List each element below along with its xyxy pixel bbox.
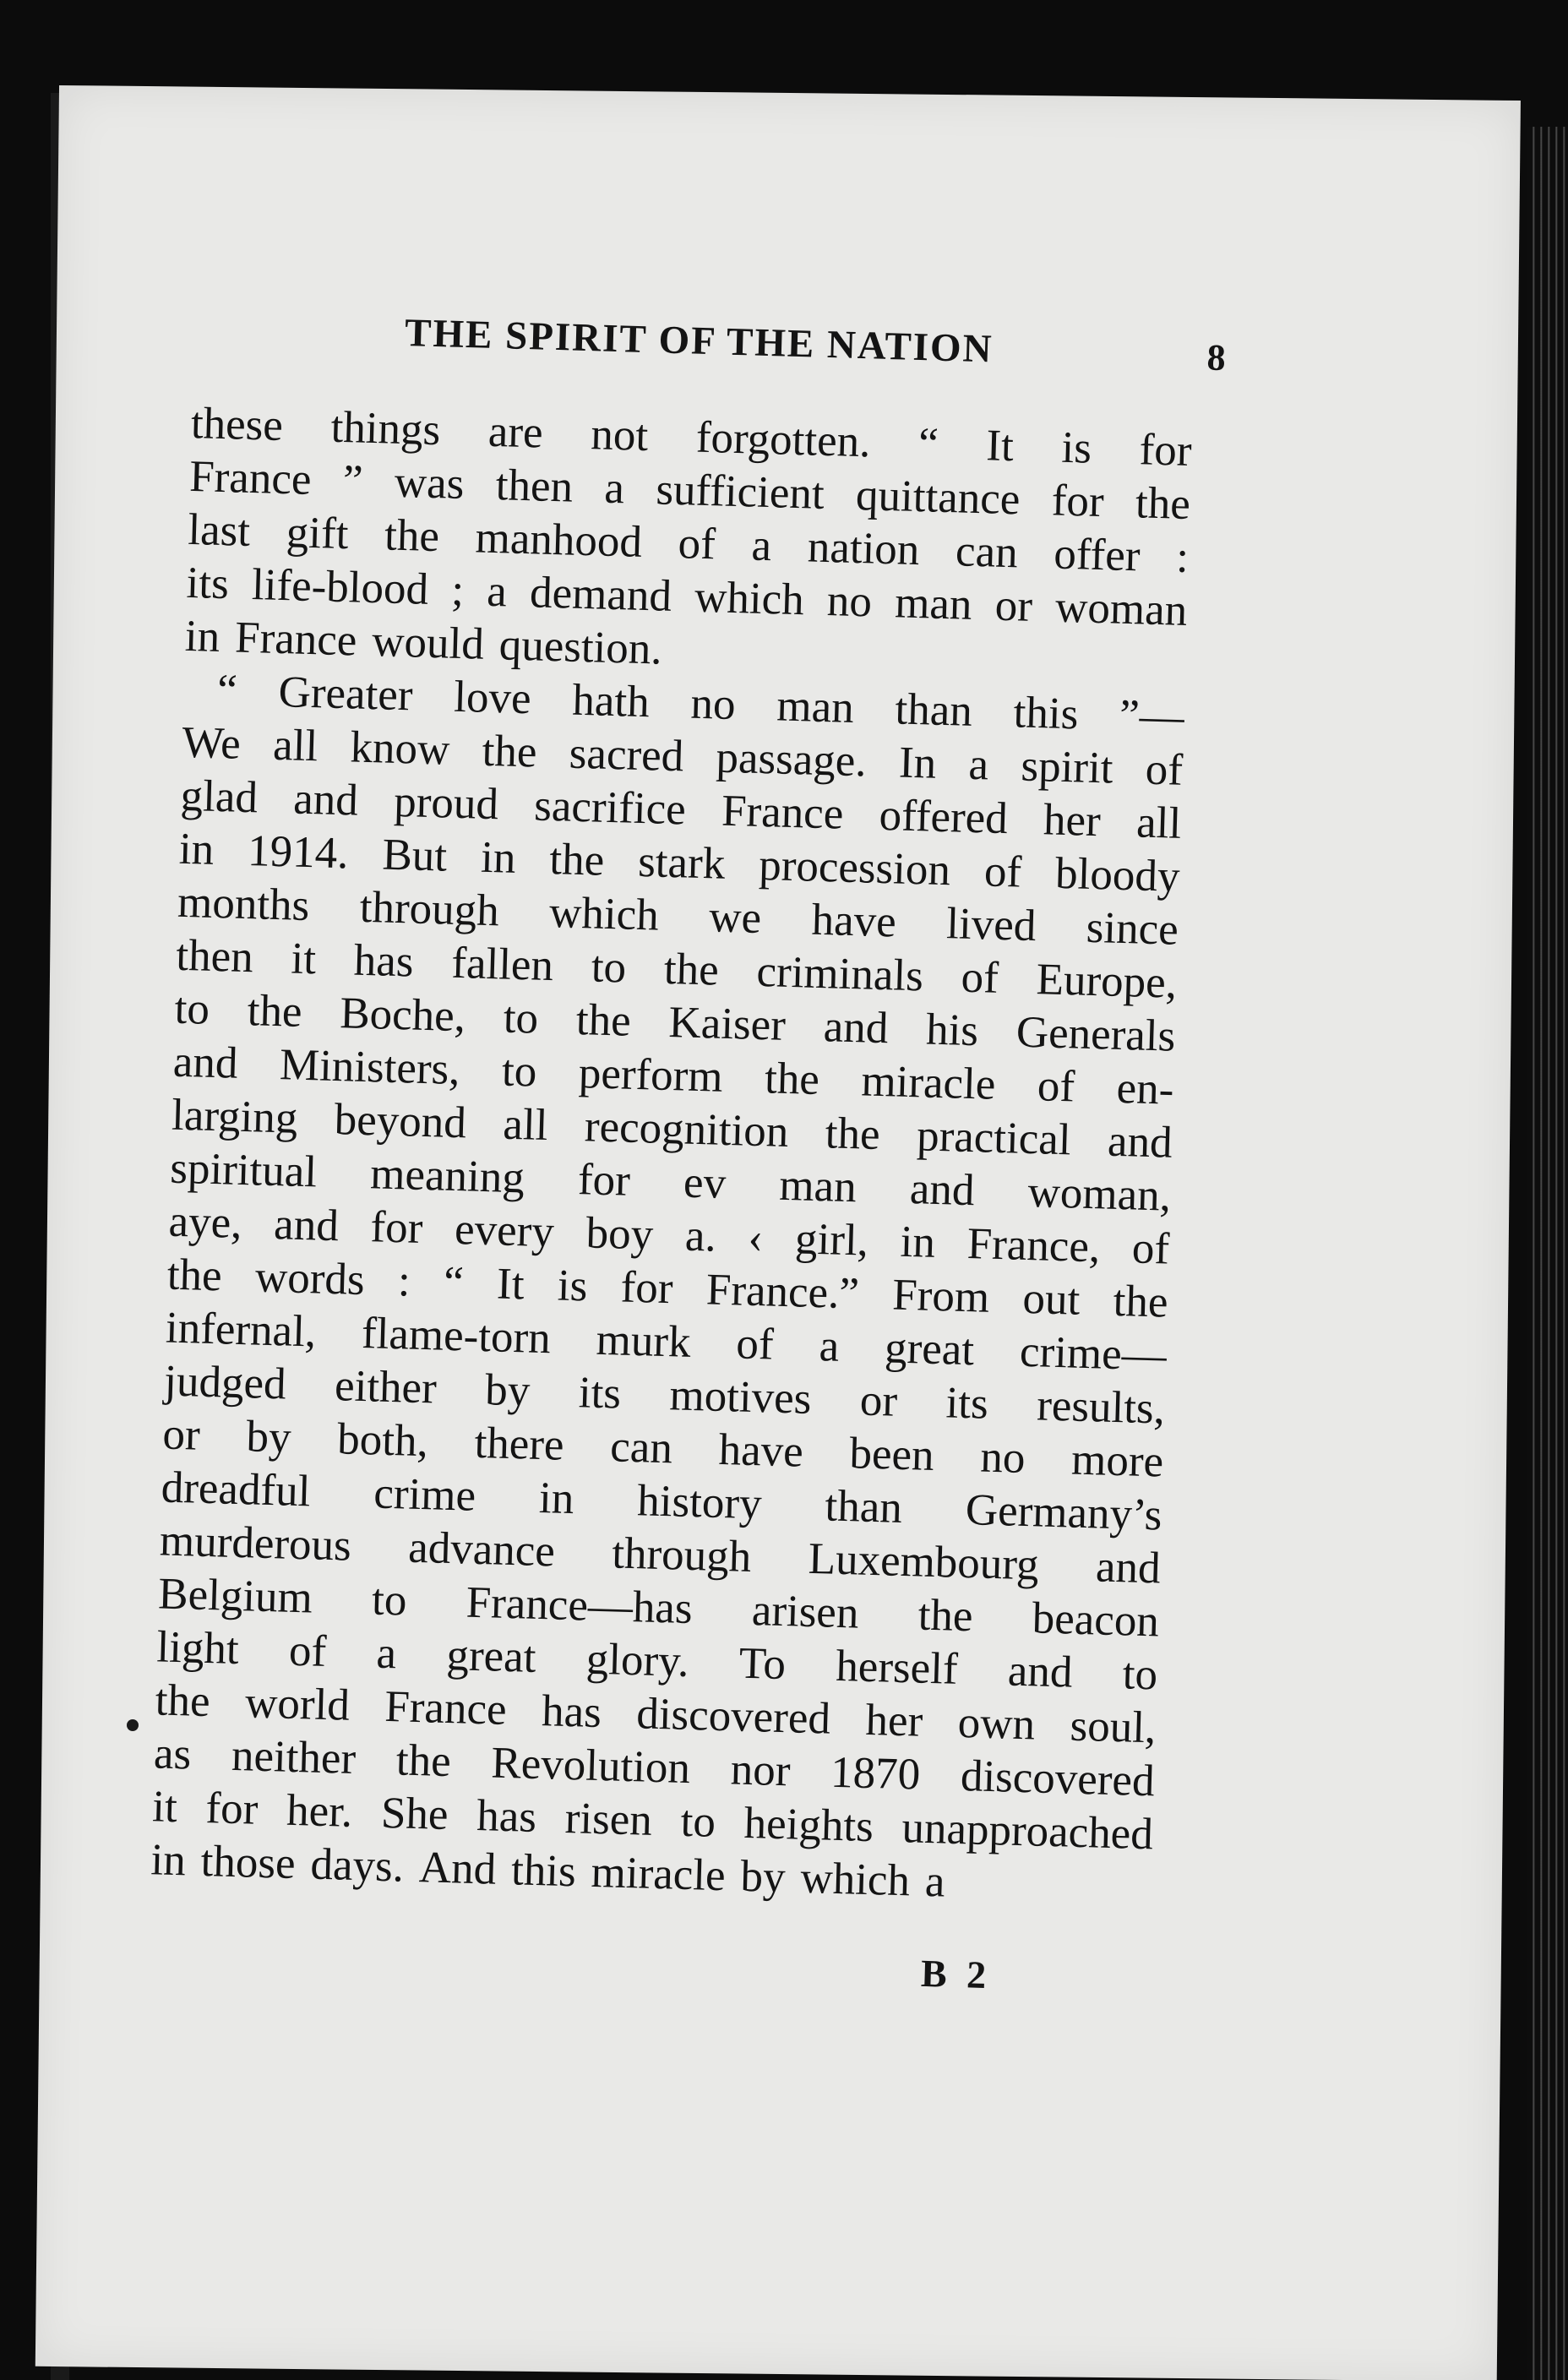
running-head: THE SPIRIT OF THE NATION	[404, 310, 994, 372]
text-line: it for her. She has risen to heights unapproached	[151, 1782, 1154, 1860]
text-line: France ” was then a sufficient quittance for the	[188, 451, 1191, 529]
page-number: 8	[1206, 336, 1227, 379]
text-line: in 1914. But in the stark procession of bloody	[178, 824, 1181, 901]
signature-mark: B 2	[920, 1951, 992, 1997]
text-line: the world France has discovered her own soul,	[155, 1675, 1157, 1753]
text-line: spiritual meaning for ev man and woman,	[169, 1143, 1172, 1221]
text-line: then it has fallen to the criminals of Europe,	[175, 930, 1178, 1008]
text-line: glad and proud sacrifice France offered her all	[179, 771, 1183, 848]
text-line: last gift the manhood of a nation can offer :	[187, 504, 1190, 582]
text-line: to the Boche, to the Kaiser and his Generals	[173, 983, 1177, 1061]
text-line: as neither the Revolution nor 1870 discovered	[153, 1729, 1156, 1806]
text-line: larging beyond all recognition the practical and	[171, 1090, 1173, 1168]
page-stack-edge	[1527, 127, 1568, 2380]
text-line: Belgium to France—has arisen the beacon	[157, 1569, 1160, 1647]
text-line: the words : “ It is for France.” From out the	[166, 1250, 1169, 1327]
margin-dot	[127, 1719, 139, 1731]
text-line: its life-blood ; a demand which no man or woman	[185, 558, 1189, 635]
text-line: in France would question.	[184, 611, 663, 674]
body-text	[150, 397, 1231, 1916]
text-line: light of a great glory. To herself and to	[155, 1622, 1158, 1700]
text-line: months through which we have lived since	[177, 877, 1179, 955]
text-line: in those days. And this miracle by which a	[150, 1835, 946, 1907]
text-line: dreadful crime in history than Germany’s	[161, 1462, 1163, 1540]
text-line: We all know the sacred passage. In a spirit of	[181, 717, 1184, 795]
page-text	[150, 304, 1233, 1916]
text-line: these things are not forgotten. “ It is for	[190, 398, 1193, 477]
text-line: judged either by its motives or its results,	[163, 1356, 1166, 1434]
text-line: aye, and for every boy a. ‹ girl, in France, of	[167, 1196, 1170, 1274]
text-line: infernal, flame-torn murk of a great crime—	[165, 1303, 1168, 1381]
text-line: or by both, there can have been no more	[161, 1409, 1164, 1487]
text-line: murderous advance through Luxembourg and	[159, 1516, 1162, 1593]
text-line: and Ministers, to perform the miracle of en-	[172, 1037, 1175, 1114]
text-line: “ Greater love hath no man than this ”—	[216, 665, 1185, 742]
